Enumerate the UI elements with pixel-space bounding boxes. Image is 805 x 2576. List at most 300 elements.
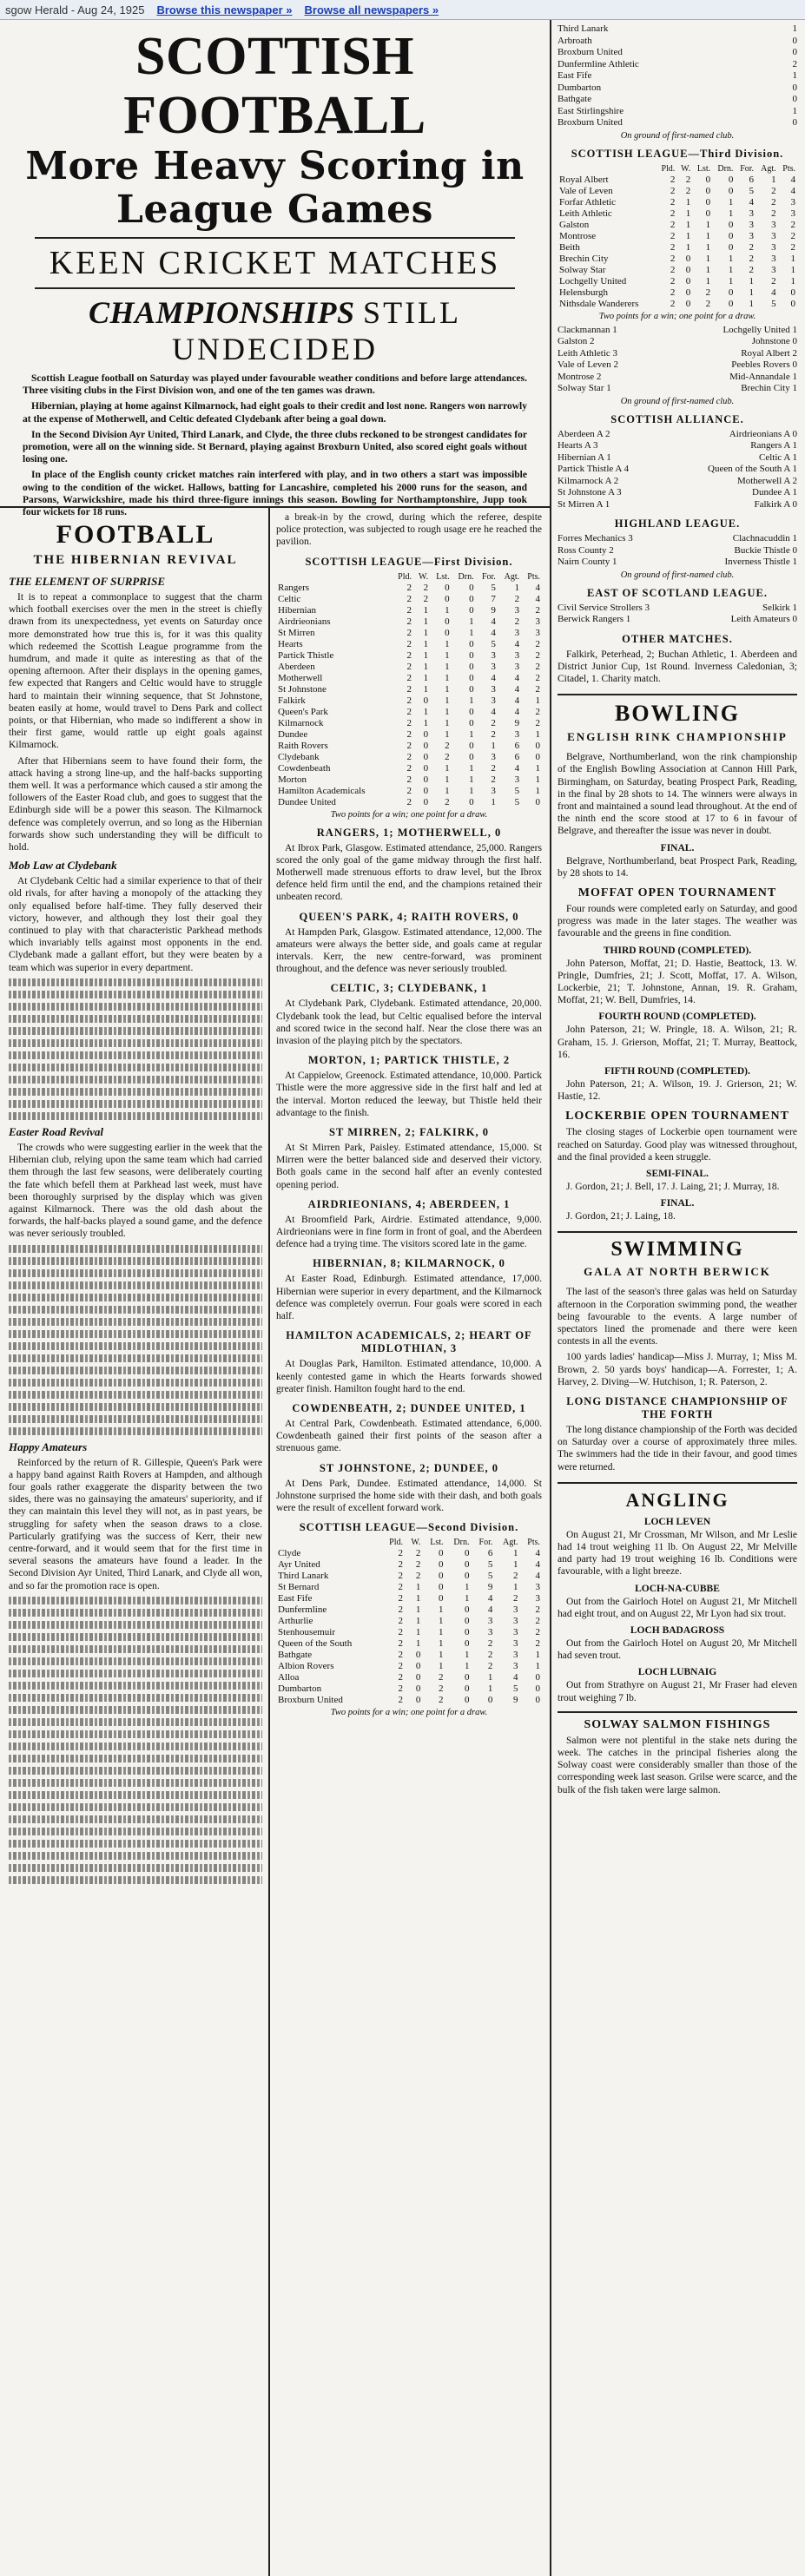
table-cell: 1: [439, 1650, 444, 1661]
table-cell: 2: [670, 298, 676, 309]
table-cell: 3: [790, 208, 795, 219]
ground-note: On ground of first-named club.: [620, 396, 735, 406]
third-division-table: [558, 163, 797, 310]
table-cell: 3: [771, 230, 776, 241]
table-cell: 0: [685, 287, 691, 298]
table-cell: 1: [469, 774, 474, 785]
swimming-subheading: GALA AT NORTH BERWICK: [584, 1265, 771, 1279]
table-cell: 1: [728, 264, 734, 275]
table-cell: 4: [771, 287, 776, 298]
table-cell: Helensburgh: [559, 287, 609, 298]
table-cell: Bathgate: [278, 1650, 313, 1661]
table-cell: 1: [771, 174, 776, 185]
table-cell: 0: [469, 604, 474, 616]
other-matches-title: OTHER MATCHES.: [622, 632, 733, 645]
browse-newspaper-link[interactable]: Browse this newspaper »: [156, 3, 293, 16]
table-row: [276, 1627, 542, 1638]
team-name: East Fife: [558, 70, 592, 81]
table-cell: 2: [535, 1638, 540, 1650]
table-cell: 2: [445, 751, 450, 762]
result-line: [558, 545, 797, 557]
table-cell: Stenhousemuir: [278, 1627, 335, 1638]
table-cell: 2: [415, 1559, 421, 1571]
result-line: [558, 440, 797, 452]
table-row: [558, 254, 797, 265]
table-cell: Arthurlie: [278, 1616, 313, 1627]
table-cell: 0: [423, 740, 429, 751]
table-cell: 2: [670, 230, 676, 241]
lead-paragraph: In the Second Division Ayr United, Third Lanark, and Clyde, the three clubs reckoned to be strongest candidates for promotion, were all on the winning side. St Bernard, playing against Broxburn United, also scored eight goals without losing one.: [23, 429, 527, 465]
article-paragraph: Falkirk, Peterhead, 2; Buchan Athletic, 1. Aberdeen and District Junior Cup, 1st Round. Inverness Caledonian, 3; Citadel, 1. Charity match.: [558, 649, 797, 684]
away-team: Buckie Thistle 0: [734, 544, 797, 556]
table-cell: 5: [513, 1683, 518, 1695]
table-cell: Lochgelly United: [559, 275, 627, 287]
away-team: Johnstone 0: [751, 336, 797, 346]
table-cell: 2: [491, 774, 496, 785]
table-cell: 1: [423, 604, 429, 616]
table-cell: 3: [514, 774, 520, 785]
article-paragraph: The last of the season's three galas was held on Saturday afternoon in the Corporation swimming pond, the weather being favourable to the events. A large number of spectators lined the promenade and there were keen contests in all the events.: [558, 1287, 797, 1347]
table-cell: 0: [685, 253, 691, 264]
table-cell: 2: [514, 616, 520, 627]
long-distance-heading: LONG DISTANCE CHAMPIONSHIP OF THE FORTH: [566, 1395, 789, 1421]
middle-column: [276, 511, 542, 2569]
result-line: [558, 59, 797, 71]
table-row: [276, 797, 542, 808]
table-cell: 3: [535, 1582, 540, 1593]
round-label: SEMI-FINAL.: [646, 1168, 709, 1179]
table-cell: Dumbarton: [278, 1683, 322, 1695]
table-cell: 0: [469, 672, 474, 683]
table-cell: 0: [535, 1672, 540, 1683]
table-cell: 4: [790, 185, 795, 196]
table-cell: 4: [487, 1593, 493, 1604]
table-cell: 0: [728, 241, 734, 253]
table-cell: 1: [705, 275, 711, 287]
table-cell: 4: [790, 174, 795, 185]
table-cell: 2: [423, 593, 429, 604]
table-row: [276, 1638, 542, 1650]
table-cell: 2: [670, 174, 676, 185]
home-team: Solway Star 1: [558, 383, 611, 393]
table-cell: 2: [406, 751, 412, 762]
ground-note: On ground of first-named club.: [620, 130, 735, 141]
table-cell: 5: [487, 1559, 493, 1571]
table-cell: 4: [513, 1672, 518, 1683]
table-cell: 1: [469, 695, 474, 706]
table-cell: 1: [445, 683, 450, 695]
table-cell: 0: [535, 796, 540, 807]
table-cell: 2: [749, 253, 755, 264]
table-cell: 0: [469, 683, 474, 695]
table-cell: Broxburn United: [278, 1695, 343, 1706]
table-cell: 1: [790, 253, 795, 264]
table-cell: 0: [423, 796, 429, 807]
article-paragraph: John Paterson, Moffat, 21; D. Hastie, Beattock, 13. W. Pringle, Dumfries, 21; J. Scott, Moffat, 17. A. Wilson, Lockerbie, 21; T. Johnstone, Annan, 19. R. Graham, Moffat, 21; W. Bell, Dumfries, 14.: [558, 958, 797, 1006]
table-cell: 1: [685, 230, 691, 241]
results-list: [558, 603, 797, 626]
result-line: [558, 359, 797, 372]
table-cell: Dunfermline: [278, 1604, 327, 1616]
table-cell: 1: [535, 1661, 540, 1672]
match-report-title: CELTIC, 3; CLYDEBANK, 1: [330, 982, 488, 995]
table-row: [276, 639, 542, 650]
home-team: Berwick Rangers 1: [558, 614, 631, 624]
section-subheading: Happy Amateurs: [9, 1440, 88, 1453]
table-cell: 1: [513, 1548, 518, 1559]
table-cell: Beith: [559, 241, 580, 253]
table-header-cell: [276, 1537, 381, 1548]
table-cell: 6: [514, 751, 520, 762]
championships-headline: [0, 294, 550, 367]
table-cell: 3: [513, 1638, 518, 1650]
team-score: 2: [792, 58, 797, 69]
table-cell: 0: [423, 695, 429, 706]
table-cell: 1: [535, 762, 540, 774]
match-report-text: At Douglas Park, Hamilton. Estimated attendance, 10,000. A keenly contested game in which the Hearts forwards showed greater finish. Hamilton fought hard to the end.: [276, 1359, 542, 1394]
team-score: 1: [792, 70, 797, 81]
column-rule: [268, 508, 270, 2576]
table-cell: Nithsdale Wanderers: [559, 298, 639, 309]
table-cell: 1: [445, 649, 450, 661]
table-cell: 3: [491, 695, 496, 706]
table-cell: 4: [514, 706, 520, 717]
table-cell: 0: [469, 638, 474, 649]
table-cell: 2: [439, 1672, 444, 1683]
table-cell: 1: [728, 196, 734, 208]
table-cell: 2: [535, 683, 540, 695]
article-paragraph: J. Gordon, 21; J. Bell, 17. J. Laing, 21; J. Murray, 18.: [566, 1181, 780, 1192]
table-cell: 1: [445, 672, 450, 683]
table-cell: Falkirk: [278, 695, 306, 706]
away-team: Falkirk A 0: [754, 498, 797, 510]
table-cell: 3: [513, 1627, 518, 1638]
table-cell: 2: [398, 1650, 403, 1661]
masthead: [0, 20, 550, 518]
table-cell: Hamilton Academicals: [278, 785, 366, 796]
table-cell: 2: [535, 638, 540, 649]
table-cell: 0: [464, 1683, 470, 1695]
team-name: Third Lanark: [558, 23, 609, 34]
article-paragraph: a break-in by the crowd, during which the referee, despite police protection, was subjected to rough usage ere he reached the pavilion.: [276, 512, 542, 548]
table-cell: 0: [469, 796, 474, 807]
away-team: Inverness Thistle 1: [724, 557, 797, 567]
table-cell: 0: [535, 1683, 540, 1695]
table-cell: Hearts: [278, 638, 303, 649]
article-paragraph: Salmon were not plentiful in the stake nets during the week. The catches in the principal fisheries along the Solway coast were considerably smaller than those of the corresponding week last season. Grilse were scarce, and the bulk of the fish taken were large salmon.: [558, 1735, 797, 1795]
table-cell: 0: [535, 1695, 540, 1706]
match-report-title: RANGERS, 1; MOTHERWELL, 0: [316, 826, 502, 839]
lead-paragraph: Scottish League football on Saturday was played under favourable weather conditions and before large attendances. Three visiting clubs in the First Division won, and one of the ten games was drawn.: [23, 373, 527, 397]
table-cell: 2: [535, 706, 540, 717]
table-cell: 1: [439, 1604, 444, 1616]
table-cell: 2: [535, 604, 540, 616]
result-line: [558, 372, 797, 384]
ground-note: On ground of first-named club.: [620, 570, 735, 580]
divider: [35, 287, 515, 289]
table-cell: 7: [491, 593, 496, 604]
away-team: Brechin City 1: [741, 383, 797, 393]
table-cell: 2: [398, 1559, 403, 1571]
lockerbie-heading: LOCKERBIE OPEN TOURNAMENT: [565, 1110, 789, 1123]
table-cell: 2: [790, 241, 795, 253]
team-score: 0: [792, 117, 797, 128]
table-cell: Forfar Athletic: [559, 196, 617, 208]
home-team: Kilmarnock A 2: [558, 475, 619, 486]
table-row: [276, 718, 542, 729]
table-row: [276, 1593, 542, 1604]
table-cell: 1: [439, 1638, 444, 1650]
home-team: Vale of Leven 2: [558, 359, 618, 370]
table-row: [276, 1683, 542, 1695]
table-cell: 3: [535, 616, 540, 627]
table-cell: 1: [513, 1559, 518, 1571]
table-row: [276, 594, 542, 605]
table-row: [558, 231, 797, 242]
team-name: East Stirlingshire: [558, 105, 624, 116]
away-team: Selkirk 1: [762, 602, 797, 613]
result-line: [558, 383, 797, 395]
away-team: Leith Amateurs 0: [730, 614, 797, 624]
table-cell: 2: [406, 627, 412, 638]
away-team: Celtic A 1: [759, 451, 797, 463]
table-cell: 6: [514, 740, 520, 751]
table-cell: 1: [749, 287, 755, 298]
table-cell: 1: [487, 1672, 493, 1683]
table-cell: 2: [398, 1627, 403, 1638]
table-cell: 1: [445, 762, 450, 774]
table-cell: 0: [464, 1627, 470, 1638]
table-cell: 0: [705, 185, 711, 196]
table-cell: 0: [439, 1571, 444, 1582]
table-cell: 2: [406, 649, 412, 661]
table-cell: 0: [464, 1672, 470, 1683]
results-list: [558, 23, 797, 129]
result-line: [558, 348, 797, 360]
table-cell: 3: [491, 683, 496, 695]
table-cell: 2: [535, 649, 540, 661]
loch-label: LOCH BADAGROSS: [630, 1625, 725, 1637]
first-division-table: [276, 571, 542, 808]
match-report-title: ST MIRREN, 2; FALKIRK, 0: [329, 1126, 489, 1139]
league-table-title: SCOTTISH LEAGUE—Third Division.: [571, 147, 784, 160]
table-cell: 3: [487, 1616, 493, 1627]
table-cell: 0: [464, 1548, 470, 1559]
result-line: [558, 533, 797, 545]
angling-heading: ANGLING: [558, 1482, 797, 1512]
table-cell: 2: [398, 1616, 403, 1627]
table-cell: 3: [790, 196, 795, 208]
home-team: Aberdeen A 2: [558, 428, 610, 439]
table-cell: 2: [406, 796, 412, 807]
table-cell: 2: [771, 208, 776, 219]
table-cell: 1: [728, 275, 734, 287]
table-row: [276, 616, 542, 628]
table-cell: 1: [728, 208, 734, 219]
home-team: St Johnstone A 3: [558, 487, 622, 497]
article-paragraph: Out from the Gairloch Hotel on August 21, Mr Mitchell had eight trout, and on August 22, Mr Lyon had six trout.: [558, 1596, 797, 1619]
table-row: [276, 1616, 542, 1627]
result-line: [558, 557, 797, 569]
table-cell: Brechin City: [559, 253, 609, 264]
second-division-table: [276, 1537, 542, 1706]
match-report-title: MORTON, 1; PARTICK THISTLE, 2: [307, 1054, 511, 1067]
table-row: [276, 752, 542, 763]
table-cell: 2: [771, 185, 776, 196]
table-header-cell: Agt.: [503, 1538, 518, 1548]
table-cell: Galston: [559, 219, 590, 230]
table-cell: 2: [398, 1571, 403, 1582]
table-cell: 2: [406, 582, 412, 593]
away-team: Clachnacuddin 1: [732, 533, 797, 544]
table-cell: Royal Albert: [559, 174, 609, 185]
table-cell: 0: [439, 1582, 444, 1593]
table-cell: 0: [415, 1672, 421, 1683]
table-cell: 4: [514, 695, 520, 706]
table-cell: 5: [514, 785, 520, 796]
result-line: [558, 36, 797, 48]
table-cell: 2: [406, 762, 412, 774]
table-cell: 0: [728, 174, 734, 185]
right-column: [558, 23, 797, 2567]
table-cell: 0: [469, 740, 474, 751]
table-cell: 1: [469, 762, 474, 774]
table-cell: Queen of the South: [278, 1638, 353, 1650]
table-cell: 3: [749, 219, 755, 230]
table-cell: Clydebank: [278, 751, 320, 762]
points-note: Two points for a win; one point for a draw.: [330, 809, 488, 820]
table-header-cell: Lst.: [430, 1538, 444, 1548]
away-team: Lochgelly United 1: [723, 324, 797, 335]
table-header-cell: W.: [411, 1538, 421, 1548]
table-header-cell: For.: [478, 1538, 493, 1548]
table-cell: Albion Rovers: [278, 1661, 334, 1672]
away-team: Queen of the South A 1: [708, 464, 797, 474]
table-cell: 2: [406, 616, 412, 627]
table-cell: 1: [491, 796, 496, 807]
table-cell: 2: [445, 796, 450, 807]
article-paragraph: Four rounds were completed early on Saturday, and good progress was made in the later stages. The weather was favourable and the greens in fine condition.: [558, 903, 797, 939]
result-line: [558, 70, 797, 82]
team-name: Arbroath: [558, 35, 592, 46]
table-cell: 2: [535, 1616, 540, 1627]
table-cell: 0: [705, 196, 711, 208]
table-cell: 4: [487, 1604, 493, 1616]
table-cell: 0: [728, 298, 734, 309]
match-report-title: HIBERNIAN, 8; KILMARNOCK, 0: [313, 1257, 505, 1270]
points-note: Two points for a win; one point for a draw.: [598, 311, 756, 321]
table-cell: 0: [469, 751, 474, 762]
table-header-cell: Pts.: [527, 1538, 540, 1548]
results-list: [558, 533, 797, 569]
table-cell: 2: [487, 1661, 493, 1672]
table-cell: 1: [469, 616, 474, 627]
table-row: [276, 662, 542, 673]
table-cell: 2: [406, 672, 412, 683]
table-cell: 0: [728, 219, 734, 230]
table-cell: 9: [491, 604, 496, 616]
table-cell: 3: [771, 241, 776, 253]
table-cell: 0: [535, 740, 540, 751]
table-cell: 1: [749, 298, 755, 309]
swimming-heading: SWIMMING: [558, 1231, 797, 1262]
match-report-text: At Central Park, Cowdenbeath. Estimated attendance, 6,000. Cowdenbeath gained their first points of the season after a strenuous game.: [276, 1418, 542, 1454]
table-row: [276, 650, 542, 662]
table-cell: 5: [771, 298, 776, 309]
table-cell: St Bernard: [278, 1582, 320, 1593]
table-cell: 2: [670, 275, 676, 287]
away-team: Dundee A 1: [752, 487, 797, 497]
table-cell: 2: [406, 695, 412, 706]
results-list: [558, 429, 797, 511]
table-cell: 0: [445, 593, 450, 604]
table-header-cell: Drn.: [458, 571, 474, 582]
table-cell: 2: [398, 1661, 403, 1672]
table-cell: 0: [445, 582, 450, 593]
table-row: [276, 1650, 542, 1661]
table-row: [276, 729, 542, 741]
table-cell: 1: [423, 627, 429, 638]
table-cell: 4: [535, 593, 540, 604]
table-header-cell: Pld.: [389, 1538, 403, 1548]
table-cell: 0: [685, 298, 691, 309]
result-line: [558, 94, 797, 106]
table-row: [276, 786, 542, 797]
table-header-cell: For.: [481, 571, 496, 582]
table-cell: 1: [705, 264, 711, 275]
table-cell: 2: [749, 264, 755, 275]
browse-all-link[interactable]: Browse all newspapers »: [304, 3, 439, 16]
home-team: Ross County 2: [558, 544, 614, 556]
article-paragraph: At Clydebank Celtic had a similar experience to that of their old rivals, for after having a monopoly of the attacking they only equalised before half-time. They fully deserved their victory, however, and although they lost their goal they continued to play with that characteristic Parkhead methods which invariably tells against most opponents in the end. Clydebank made a gallant effort, but they were beaten by a team which was superior in every department.: [9, 876, 262, 973]
illegible-text: [9, 978, 262, 1120]
table-cell: Third Lanark: [278, 1571, 329, 1582]
table-cell: 0: [415, 1650, 421, 1661]
home-team: Galston 2: [558, 336, 595, 346]
table-cell: 2: [535, 717, 540, 728]
table-cell: 3: [771, 253, 776, 264]
table-cell: 2: [514, 593, 520, 604]
section-subheading: Easter Road Revival: [9, 1124, 104, 1138]
table-cell: 0: [439, 1593, 444, 1604]
table-cell: 0: [445, 627, 450, 638]
table-cell: 0: [423, 751, 429, 762]
lead-summary: [0, 367, 550, 527]
table-cell: 0: [415, 1695, 421, 1706]
table-row: [558, 242, 797, 254]
table-cell: 2: [705, 298, 711, 309]
table-cell: 1: [415, 1616, 421, 1627]
table-row: [276, 707, 542, 718]
table-header-cell: [558, 163, 657, 175]
table-cell: 5: [487, 1571, 493, 1582]
table-row: [276, 1548, 542, 1559]
table-cell: 1: [535, 774, 540, 785]
table-cell: 0: [790, 298, 795, 309]
table-cell: 2: [790, 219, 795, 230]
table-cell: 1: [514, 582, 520, 593]
article-paragraph: John Paterson, 21; A. Wilson, 19. J. Grierson, 21; W. Hastie, 12.: [558, 1078, 797, 1103]
table-row: [558, 276, 797, 287]
home-team: Montrose 2: [558, 371, 602, 382]
table-cell: 3: [749, 230, 755, 241]
illegible-text: [9, 1597, 262, 1884]
table-cell: Queen's Park: [278, 706, 328, 717]
table-row: [276, 1661, 542, 1672]
table-cell: 1: [415, 1582, 421, 1593]
table-cell: Solway Star: [559, 264, 606, 275]
undecided-words: STILL UNDECIDED: [172, 295, 462, 366]
